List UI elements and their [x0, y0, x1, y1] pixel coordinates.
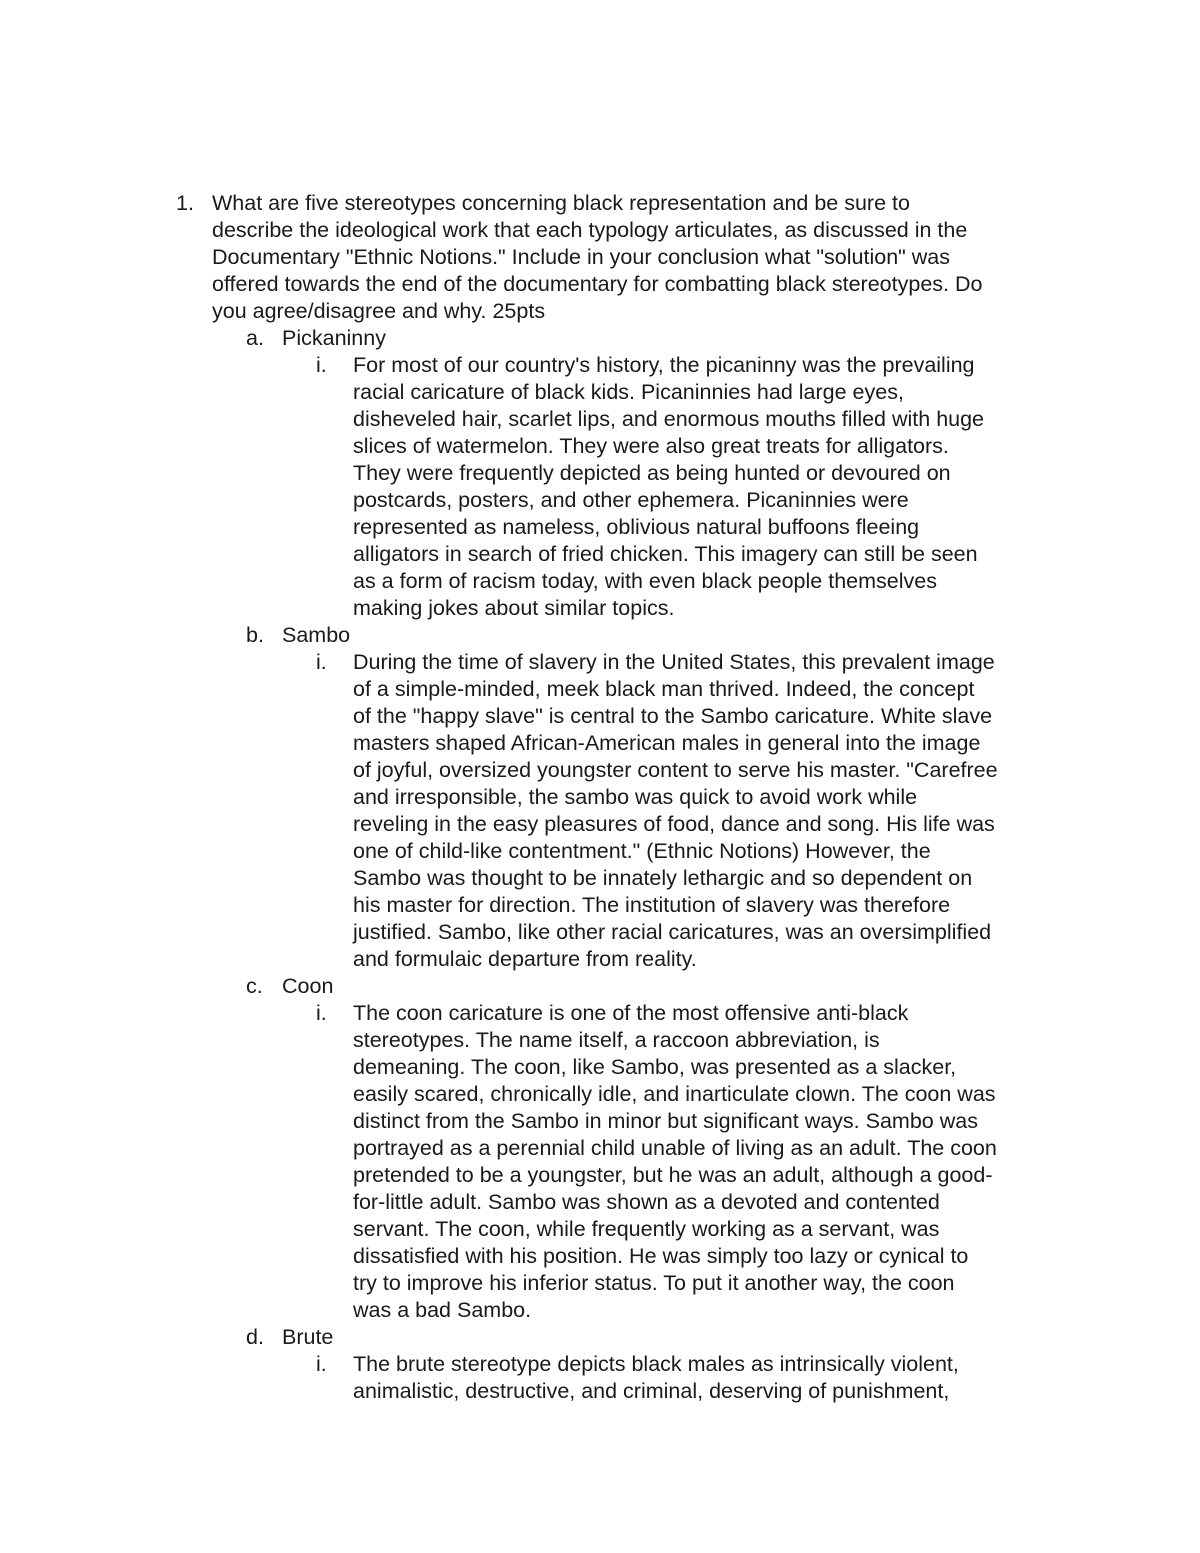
section-topic: Sambo — [282, 623, 351, 647]
section-pickaninny — [0, 325, 1200, 622]
section-heading — [0, 325, 1200, 352]
section-topic: Pickaninny — [282, 326, 386, 350]
section-topic: Brute — [282, 1325, 334, 1349]
section-paragraph — [0, 352, 1200, 622]
paragraph-text: During the time of slavery in the United States, this prevalent image of a simple-minded, meek black man thrived. Indeed, the concept of the "happy slave" is central to the Sambo caricature. White slave masters shaped African-American males in general into the image of joyful, oversized youngster content to serve his master. "Carefree and irresponsible, the sambo was quick to avoid work while reveling in the easy pleasures of food, dance and song. His life was one of child-like contentment." (Ethnic Notions) However, the Sambo was thought to be innately lethargic and so dependent on his master for direction. The institution of slavery was therefore justified. Sambo, like other racial caricatures, was an oversimplified and formulaic departure from reality. — [353, 650, 998, 971]
section-letter: c. — [246, 974, 263, 998]
paragraph-text: The coon caricature is one of the most offensive anti-black stereotypes. The name itself, a raccoon abbreviation, is demeaning. The coon, like Sambo, was presented as a slacker, easily scared, chronically idle, and inarticulate clown. The coon was distinct from the Sambo in minor but significant ways. Sambo was portrayed as a perennial child unable of living as an adult. The coon pretended to be a youngster, but he was an adult, although a good- for-little adult. Sambo was shown as a devoted and contented servant. The coon, while frequently working as a servant, was dissatisfied with his position. He was simply too lazy or cynical to try to improve his inferior status. To put it another way, the coon was a bad Sambo. — [353, 1001, 997, 1322]
paragraph-numeral: i. — [316, 1001, 327, 1025]
section-heading — [0, 973, 1200, 1000]
paragraph-text: For most of our country's history, the picaninny was the prevailing racial caricature of black kids. Picaninnies had large eyes, disheveled hair, scarlet lips, and enormous mouths filled with huge slices of watermelon. They were also great treats for alligators. They were frequently depicted as being hunted or devoured on postcards, posters, and other ephemera. Picaninnies were represented as nameless, oblivious natural buffoons fleeing alligators in search of fried chicken. This imagery can still be seen as a form of racism today, with even black people themselves making jokes about similar topics. — [353, 353, 985, 620]
section-paragraph — [0, 1351, 1200, 1405]
section-letter: b. — [246, 623, 264, 647]
question-number: 1. — [176, 191, 194, 215]
question-text: What are five stereotypes concerning black representation and be sure to describe the ideological work that each typology articulates, as discussed in the Documentary "Ethnic Notions." Include in your conclusion what "solution" was offered towards the end of the documentary for combatting black stereotypes. Do you agree/disagree and why. 25pts — [212, 191, 983, 323]
section-paragraph — [0, 649, 1200, 973]
section-paragraph — [0, 1000, 1200, 1324]
paragraph-numeral: i. — [316, 650, 327, 674]
section-letter: a. — [246, 326, 264, 350]
section-heading — [0, 1324, 1200, 1351]
section-topic: Coon — [282, 974, 334, 998]
section-brute — [0, 1324, 1200, 1405]
paragraph-text: The brute stereotype depicts black males as intrinsically violent, animalistic, destructive, and criminal, deserving of punishment, — [353, 1352, 959, 1403]
section-coon — [0, 973, 1200, 1324]
section-letter: d. — [246, 1325, 264, 1349]
section-heading — [0, 622, 1200, 649]
sections-list — [0, 325, 1200, 1405]
paragraph-numeral: i. — [316, 1352, 327, 1376]
paragraph-numeral: i. — [316, 353, 327, 377]
section-sambo — [0, 622, 1200, 973]
